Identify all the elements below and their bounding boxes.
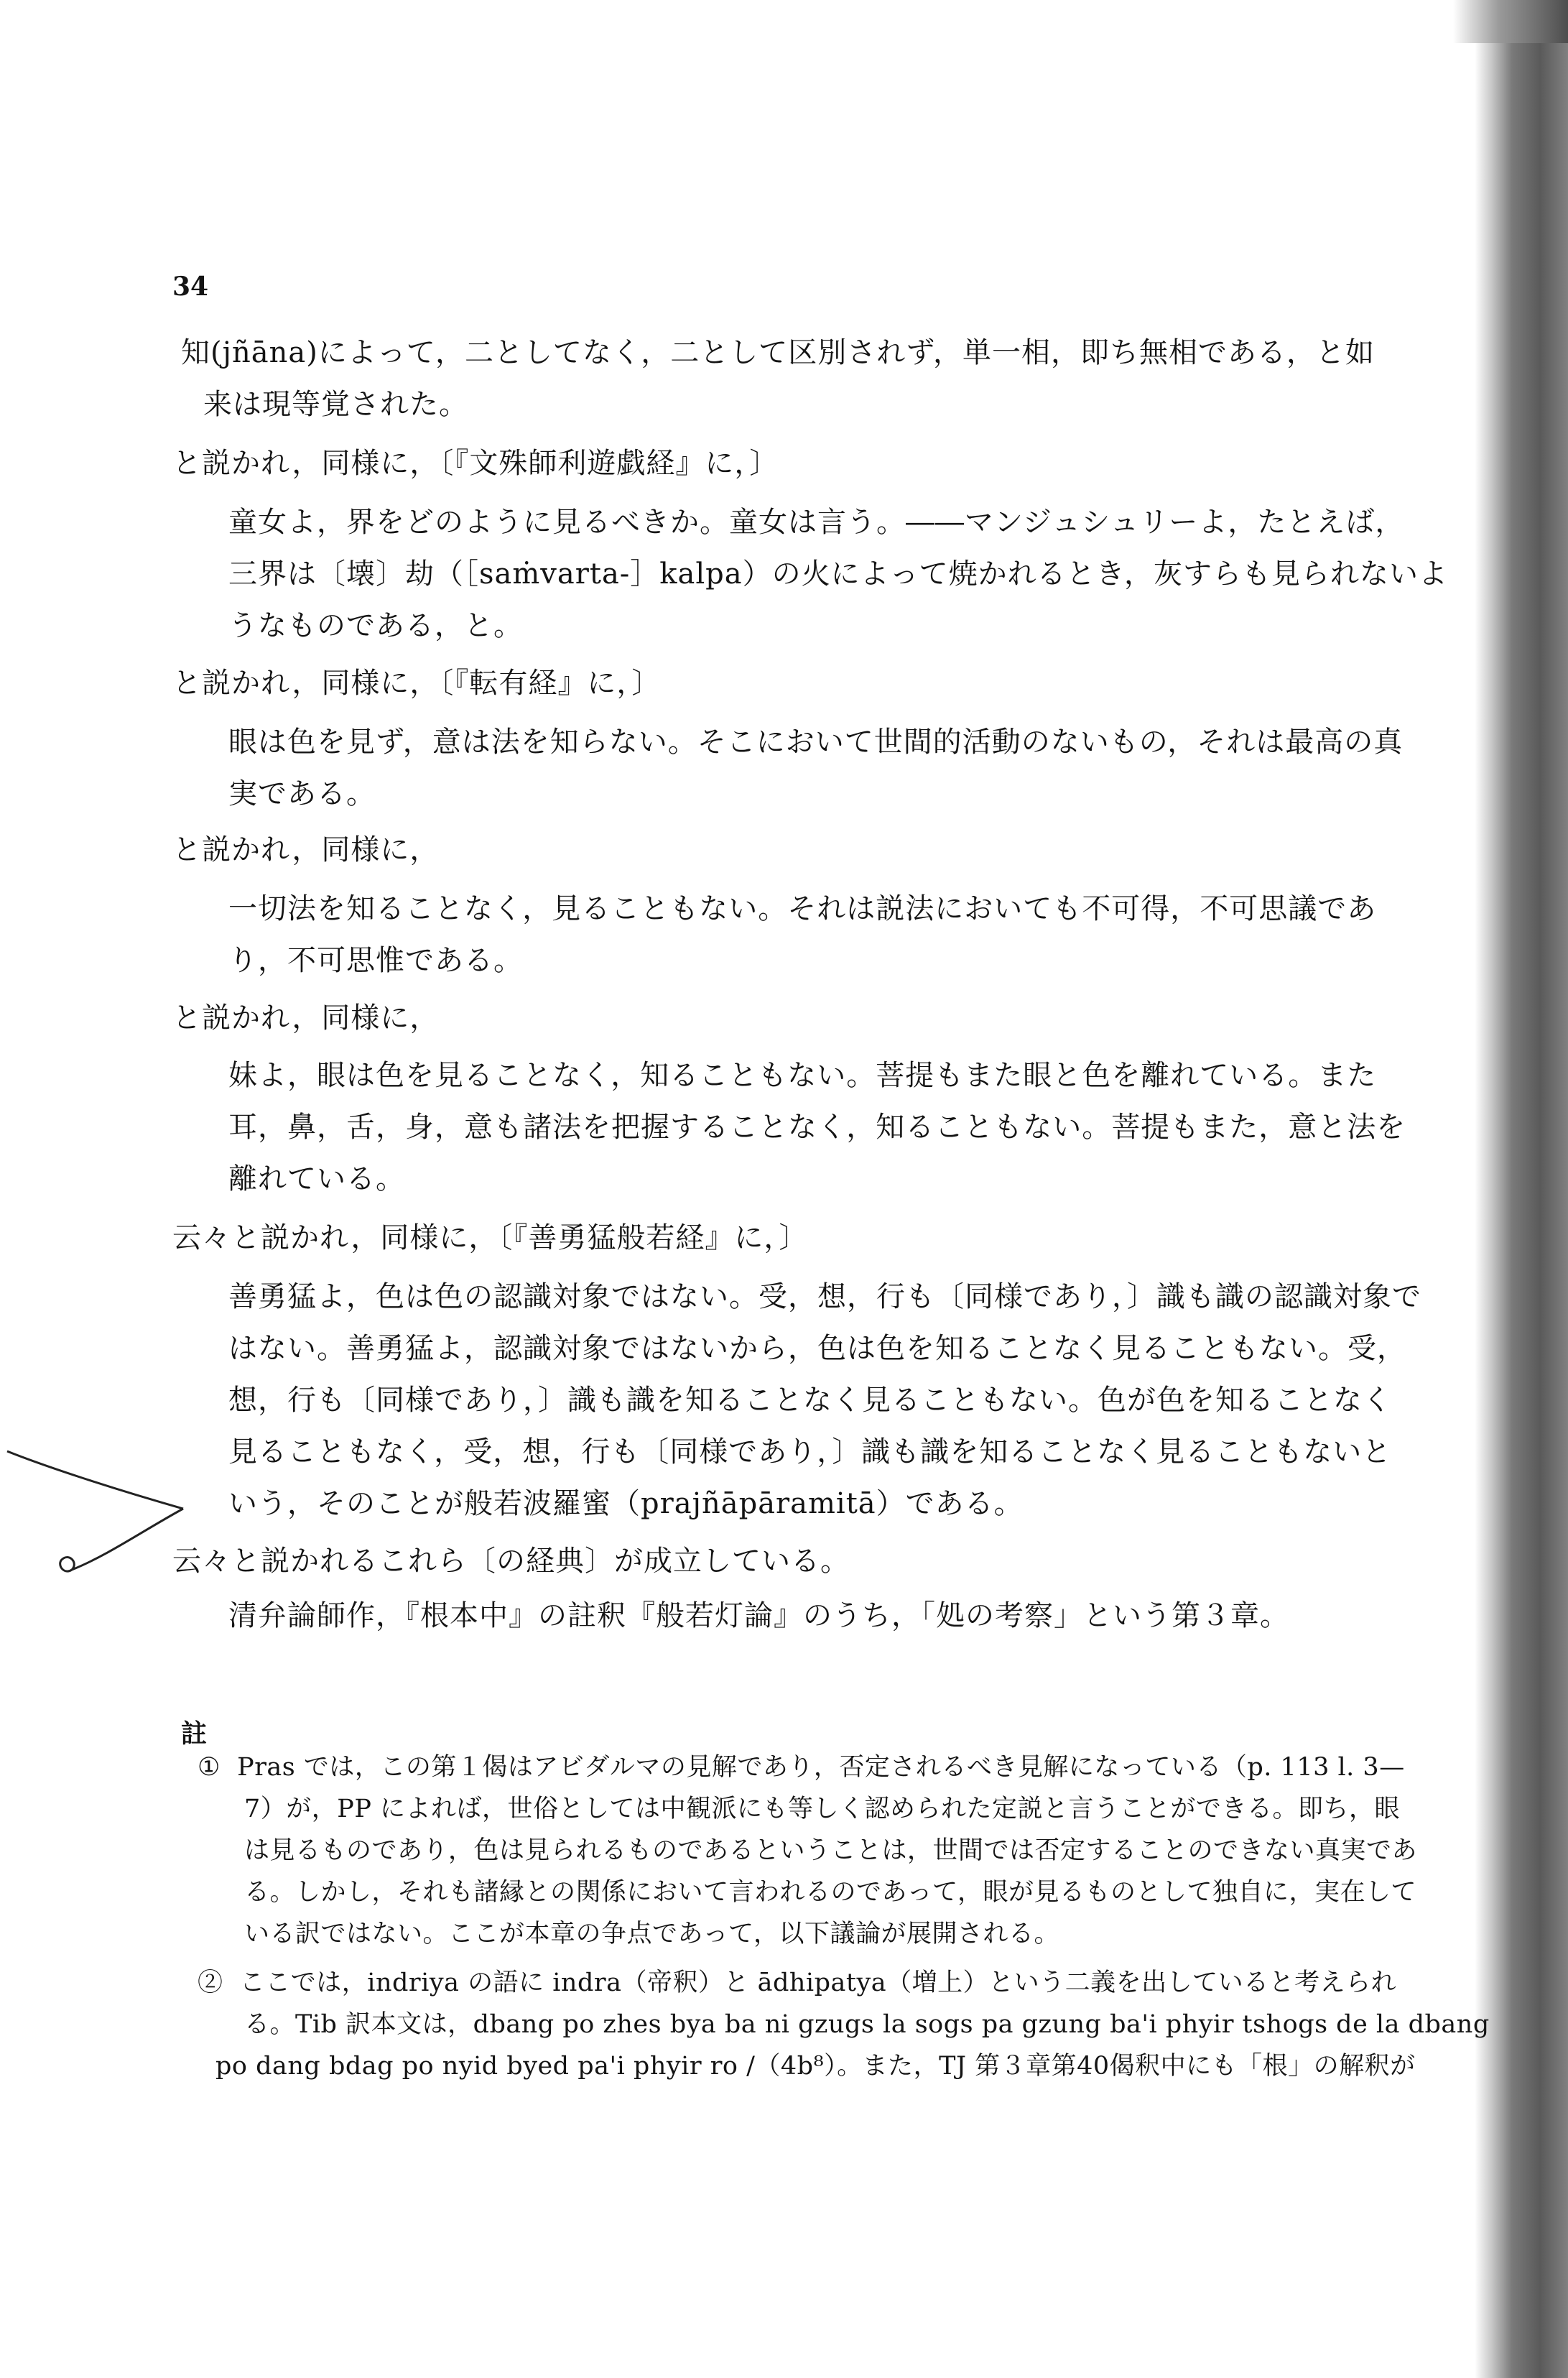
body-line: 三界は〔壊〕劫（［saṁvarta-］kalpa）の火によって焼かれるとき，灰すらも見られないよ <box>228 558 1449 591</box>
body-line: 見ることもなく，受，想，行も〔同様であり，〕識も識を知ることなく見ることもないと <box>228 1435 1392 1468</box>
body-line: 耳，鼻，舌，身，意も諸法を把握することなく，知ることもない。菩提もまた，意と法を <box>228 1111 1406 1144</box>
body-line: 善勇猛よ，色は色の認識対象ではない。受，想，行も〔同様であり，〕識も識の認識対象で <box>228 1280 1421 1313</box>
body-line: うなものである，と。 <box>228 609 523 642</box>
body-line: と説かれ，同様に，〔『文殊師利遊戯経』に，〕 <box>172 447 779 480</box>
notes-heading: 註 <box>181 1718 208 1749</box>
body-line: 眼は色を見ず，意は法を知らない。そこにおいて世間的活動のないもの，それは最高の真 <box>228 726 1404 759</box>
body-line: り，不可思惟である。 <box>228 944 523 977</box>
body-line: と説かれ，同様に， <box>172 1001 440 1035</box>
body-line: 妹よ，眼は色を見ることなく，知ることもない。菩提もまた眼と色を離れている。また <box>228 1059 1377 1092</box>
note-marker: ② <box>198 1968 223 1997</box>
body-line: と説かれ，同様に， <box>172 833 440 866</box>
note-line: po dang bdag po nyid byed pa'i phyir ro /（4b⁸）。また，TJ 第３章第40偈釈中にも「根」の解釈が <box>215 2052 1416 2081</box>
note-line: いる訳ではない。ここが本章の争点であって，以下議論が展開される。 <box>244 1920 1059 1948</box>
scan-shadow-corner <box>1453 0 1568 43</box>
body-line: 実である。 <box>228 777 376 810</box>
body-line: はない。善勇猛よ，認識対象ではないから，色は色を知ることなく見ることもない。受， <box>228 1332 1406 1365</box>
note-text: ここでは，indriya の語に indra（帝釈）と ādhipatya（増上）という二義を出していると考えられ <box>239 1968 1397 1997</box>
body-line: と説かれ，同様に，〔『転有経』に，〕 <box>172 667 662 700</box>
body-line: 云々と説かれ，同様に，〔『善勇猛般若経』に，〕 <box>172 1221 809 1254</box>
page-number: 34 <box>172 272 209 302</box>
note-line: 7）が，PP によれば，世俗としては中観派にも等しく認められた定説と言うことができる。即ち，眼 <box>244 1795 1400 1823</box>
note-text: Pras では，この第１偈はアビダルマの見解であり，否定されるべき見解になっている（p. 113 l. 3— <box>237 1753 1405 1782</box>
body-line: 一切法を知ることなく，見ることもない。それは説法においても不可得，不可思議であ <box>228 892 1377 925</box>
body-line: 童女よ，界をどのように見るべきか。童女は言う。――マンジュシュリーよ，たとえば， <box>228 506 1405 539</box>
note-marker: ① <box>198 1753 221 1782</box>
body-line: 離れている。 <box>228 1162 405 1195</box>
body-line: 知(jñāna)によって，二としてなく，二として区別されず，単一相，即ち無相である，と如 <box>181 336 1376 369</box>
note-line: る。しかし，それも諸縁との関係において言われるのであって，眼が見るものとして独自に，実在して <box>244 1878 1416 1907</box>
note-line: は見るものであり，色は見られるものであるということは，世間では否定することのできない真実であ <box>244 1836 1418 1865</box>
body-line: 来は現等覚された。 <box>203 388 468 421</box>
note-line: る。Tib 訳本文は，dbang po zhes bya ba ni gzugs la sogs pa gzung ba'i phyir tshogs de la dbang <box>244 2010 1490 2039</box>
body-line: 想，行も〔同様であり，〕識も識を知ることなく見ることもない。色が色を知ることなく <box>228 1384 1392 1417</box>
handwritten-margin-mark <box>0 1437 201 1588</box>
note-line <box>198 1753 1405 1782</box>
body-line: 云々と説かれるこれら〔の経典〕が成立している。 <box>172 1545 850 1578</box>
body-line: 清弁論師作，『根本中』の註釈『般若灯論』のうち，「処の考察」という第３章。 <box>228 1599 1289 1632</box>
body-line: いう，そのことが般若波羅蜜（prajñāpāramitā）である。 <box>228 1487 1024 1520</box>
note-line <box>198 1968 1396 1997</box>
